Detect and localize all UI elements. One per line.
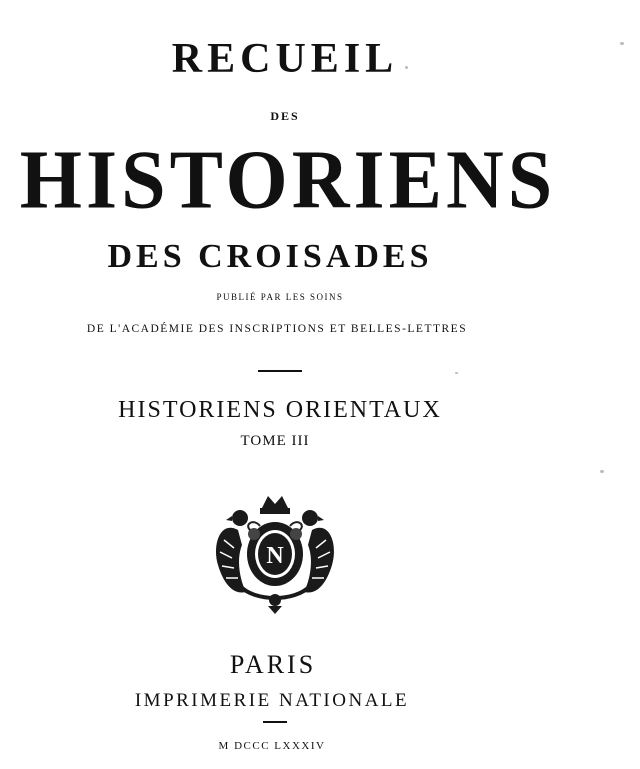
paper-speck bbox=[405, 66, 408, 69]
volume-number: TOME III bbox=[240, 433, 310, 449]
title-historiens: HISTORIENS bbox=[19, 133, 557, 227]
paper-speck bbox=[455, 372, 458, 374]
printer: IMPRIMERIE NATIONALE bbox=[134, 690, 410, 711]
divider-rule bbox=[258, 370, 302, 372]
paper-speck bbox=[600, 470, 604, 473]
publication-date: M DCCC LXXXIV bbox=[218, 740, 326, 752]
city: PARIS bbox=[229, 650, 317, 679]
title-recueil: RECUEIL bbox=[171, 36, 399, 82]
paper-speck bbox=[620, 42, 624, 45]
title-des: DES bbox=[270, 109, 300, 123]
imperial-crest-icon bbox=[210, 490, 340, 615]
title-croisades: DES CROISADES bbox=[107, 238, 433, 275]
series-title: HISTORIENS ORIENTAUX bbox=[118, 397, 442, 423]
svg-text:N: N bbox=[266, 543, 284, 569]
publisher-note: PUBLIÉ PAR LES SOINS bbox=[216, 292, 344, 302]
divider-rule-small bbox=[263, 721, 287, 723]
academy-name: DE L'ACADÉMIE DES INSCRIPTIONS ET BELLES-LETTRES bbox=[86, 323, 468, 335]
